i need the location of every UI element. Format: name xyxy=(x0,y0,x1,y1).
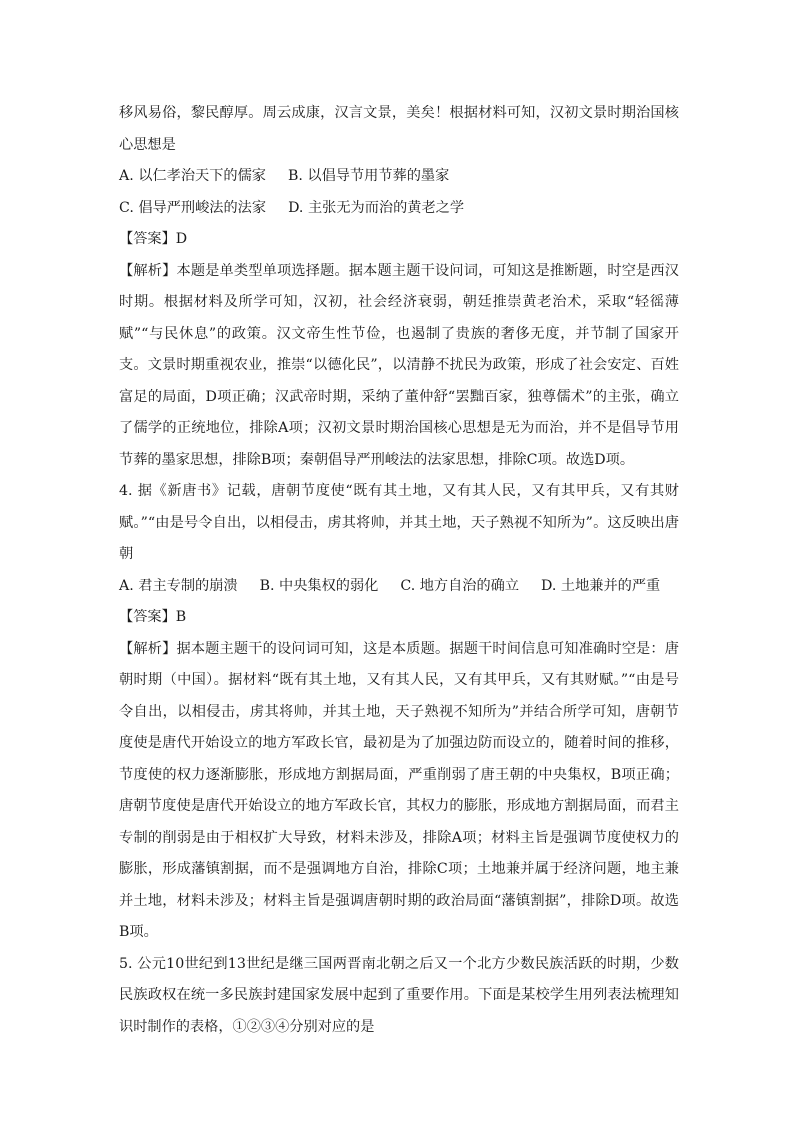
q3-option-c: C. 倡导严刑峻法的法家 xyxy=(119,199,267,216)
q4-stem: 4. 据《新唐书》记载，唐朝节度使“既有其土地，又有其人民，又有其甲兵，又有其财赋。”“由是号令自出，以相侵击，虏其将帅，并其土地，天子熟视不知所为”。这反映出唐朝 xyxy=(119,483,679,562)
q3-option-a: A. 以仁孝治天下的儒家 xyxy=(119,168,266,184)
q4-option-c: C. 地方自治的确立 xyxy=(400,577,520,594)
q3-analysis-label: 【解析】 xyxy=(119,262,177,279)
q4-options-row xyxy=(119,571,679,603)
q3-options-row-1 xyxy=(119,161,679,193)
q3-option-d: D. 主张无为而治的黄老之学 xyxy=(288,199,465,216)
q5-stem: 5. 公元10世纪到13世纪是继三国两晋南北朝之后又一个北方少数民族活跃的时期，少数民族政权在统一多民族封建国家发展中起到了重要作用。下面是某校学生用列表法梳理知识时制作的表格，①②③④分别对应的是 xyxy=(119,955,679,1035)
document-page xyxy=(119,98,679,1043)
q3-answer-label: 【答案】 xyxy=(119,231,176,247)
q4-answer-value: B xyxy=(175,609,187,625)
q4-analysis-text: 据本题主题干的设问词可知，这是本质题。据题干时间信息可知准确时空是：唐朝时期（中国）。据材料“既有其土地，又有其人民，又有其甲兵，又有其财赋。”“由是号令自出，以相侵击，虏其将帅，并其土地，天子熟视不知所为”并结合所学可知，唐朝节度使是唐代开始设立的地方军政长官，最初是为了加强边防而设立的，随着时间的推移，节度使的权力逐渐膨胀，形成地方割据局面，严重削弱了唐王朝的中央集权，B项正确；唐朝节度使是唐代开始设立的地方军政长官，其权力的膨胀，形成地方割据局面，而君主专制的削弱是由于相权扩大导致，材料未涉及，排除A项；材料主旨是强调节度使权力的膨胀，形成藩镇割据，而不是强调地方自治，排除C项；土地兼并属于经济问题，地主兼并土地，材料未涉及；材料主旨是强调唐朝时期的政治局面“藩镇割据”，排除D项。故选B项。 xyxy=(119,640,679,940)
q4-analysis xyxy=(119,634,679,949)
q3-answer xyxy=(119,224,679,256)
q3-options-row-2 xyxy=(119,193,679,225)
q4-option-d: D. 土地兼并的严重 xyxy=(541,577,661,594)
q3-answer-value: D xyxy=(175,231,188,247)
q3-option-b: B. 以倡导节用节葬的墨家 xyxy=(287,168,450,184)
q4-option-b: B. 中央集权的弱化 xyxy=(259,577,379,594)
q4-answer xyxy=(119,602,679,634)
q3-analysis-text: 本题是单类型单项选择题。据本题主题干设问词，可知这是推断题，时空是西汉时期。根据材料及所学可知，汉初，社会经济衰弱，朝廷推崇黄老治术，采取“轻徭薄赋”“与民休息”的政策。汉文帝生性节俭，也遏制了贵族的奢侈无度，并节制了国家开支。文景时期重视农业，推崇“以德化民”，以清静不扰民为政策，形成了社会安定、百姓富足的局面，D项正确；汉武帝时期，采纳了董仲舒“罢黜百家，独尊儒术”的主张，确立了儒学的正统地位，排除A项；汉初文景时期治国核心思想是无为而治，并不是倡导节用节葬的墨家思想，排除B项；秦朝倡导严刑峻法的法家思想，排除C项。故选D项。 xyxy=(119,262,679,468)
q4-analysis-label: 【解析】 xyxy=(119,640,177,657)
q4-option-a: A. 君主专制的崩溃 xyxy=(119,577,238,594)
q3-analysis xyxy=(119,256,679,477)
q3-stem-tail: 移风易俗，黎民醇厚。周云成康，汉言文景，美矣！根据材料可知，汉初文景时期治国核心思想是 xyxy=(119,105,679,153)
q4-answer-label: 【答案】 xyxy=(119,609,176,625)
